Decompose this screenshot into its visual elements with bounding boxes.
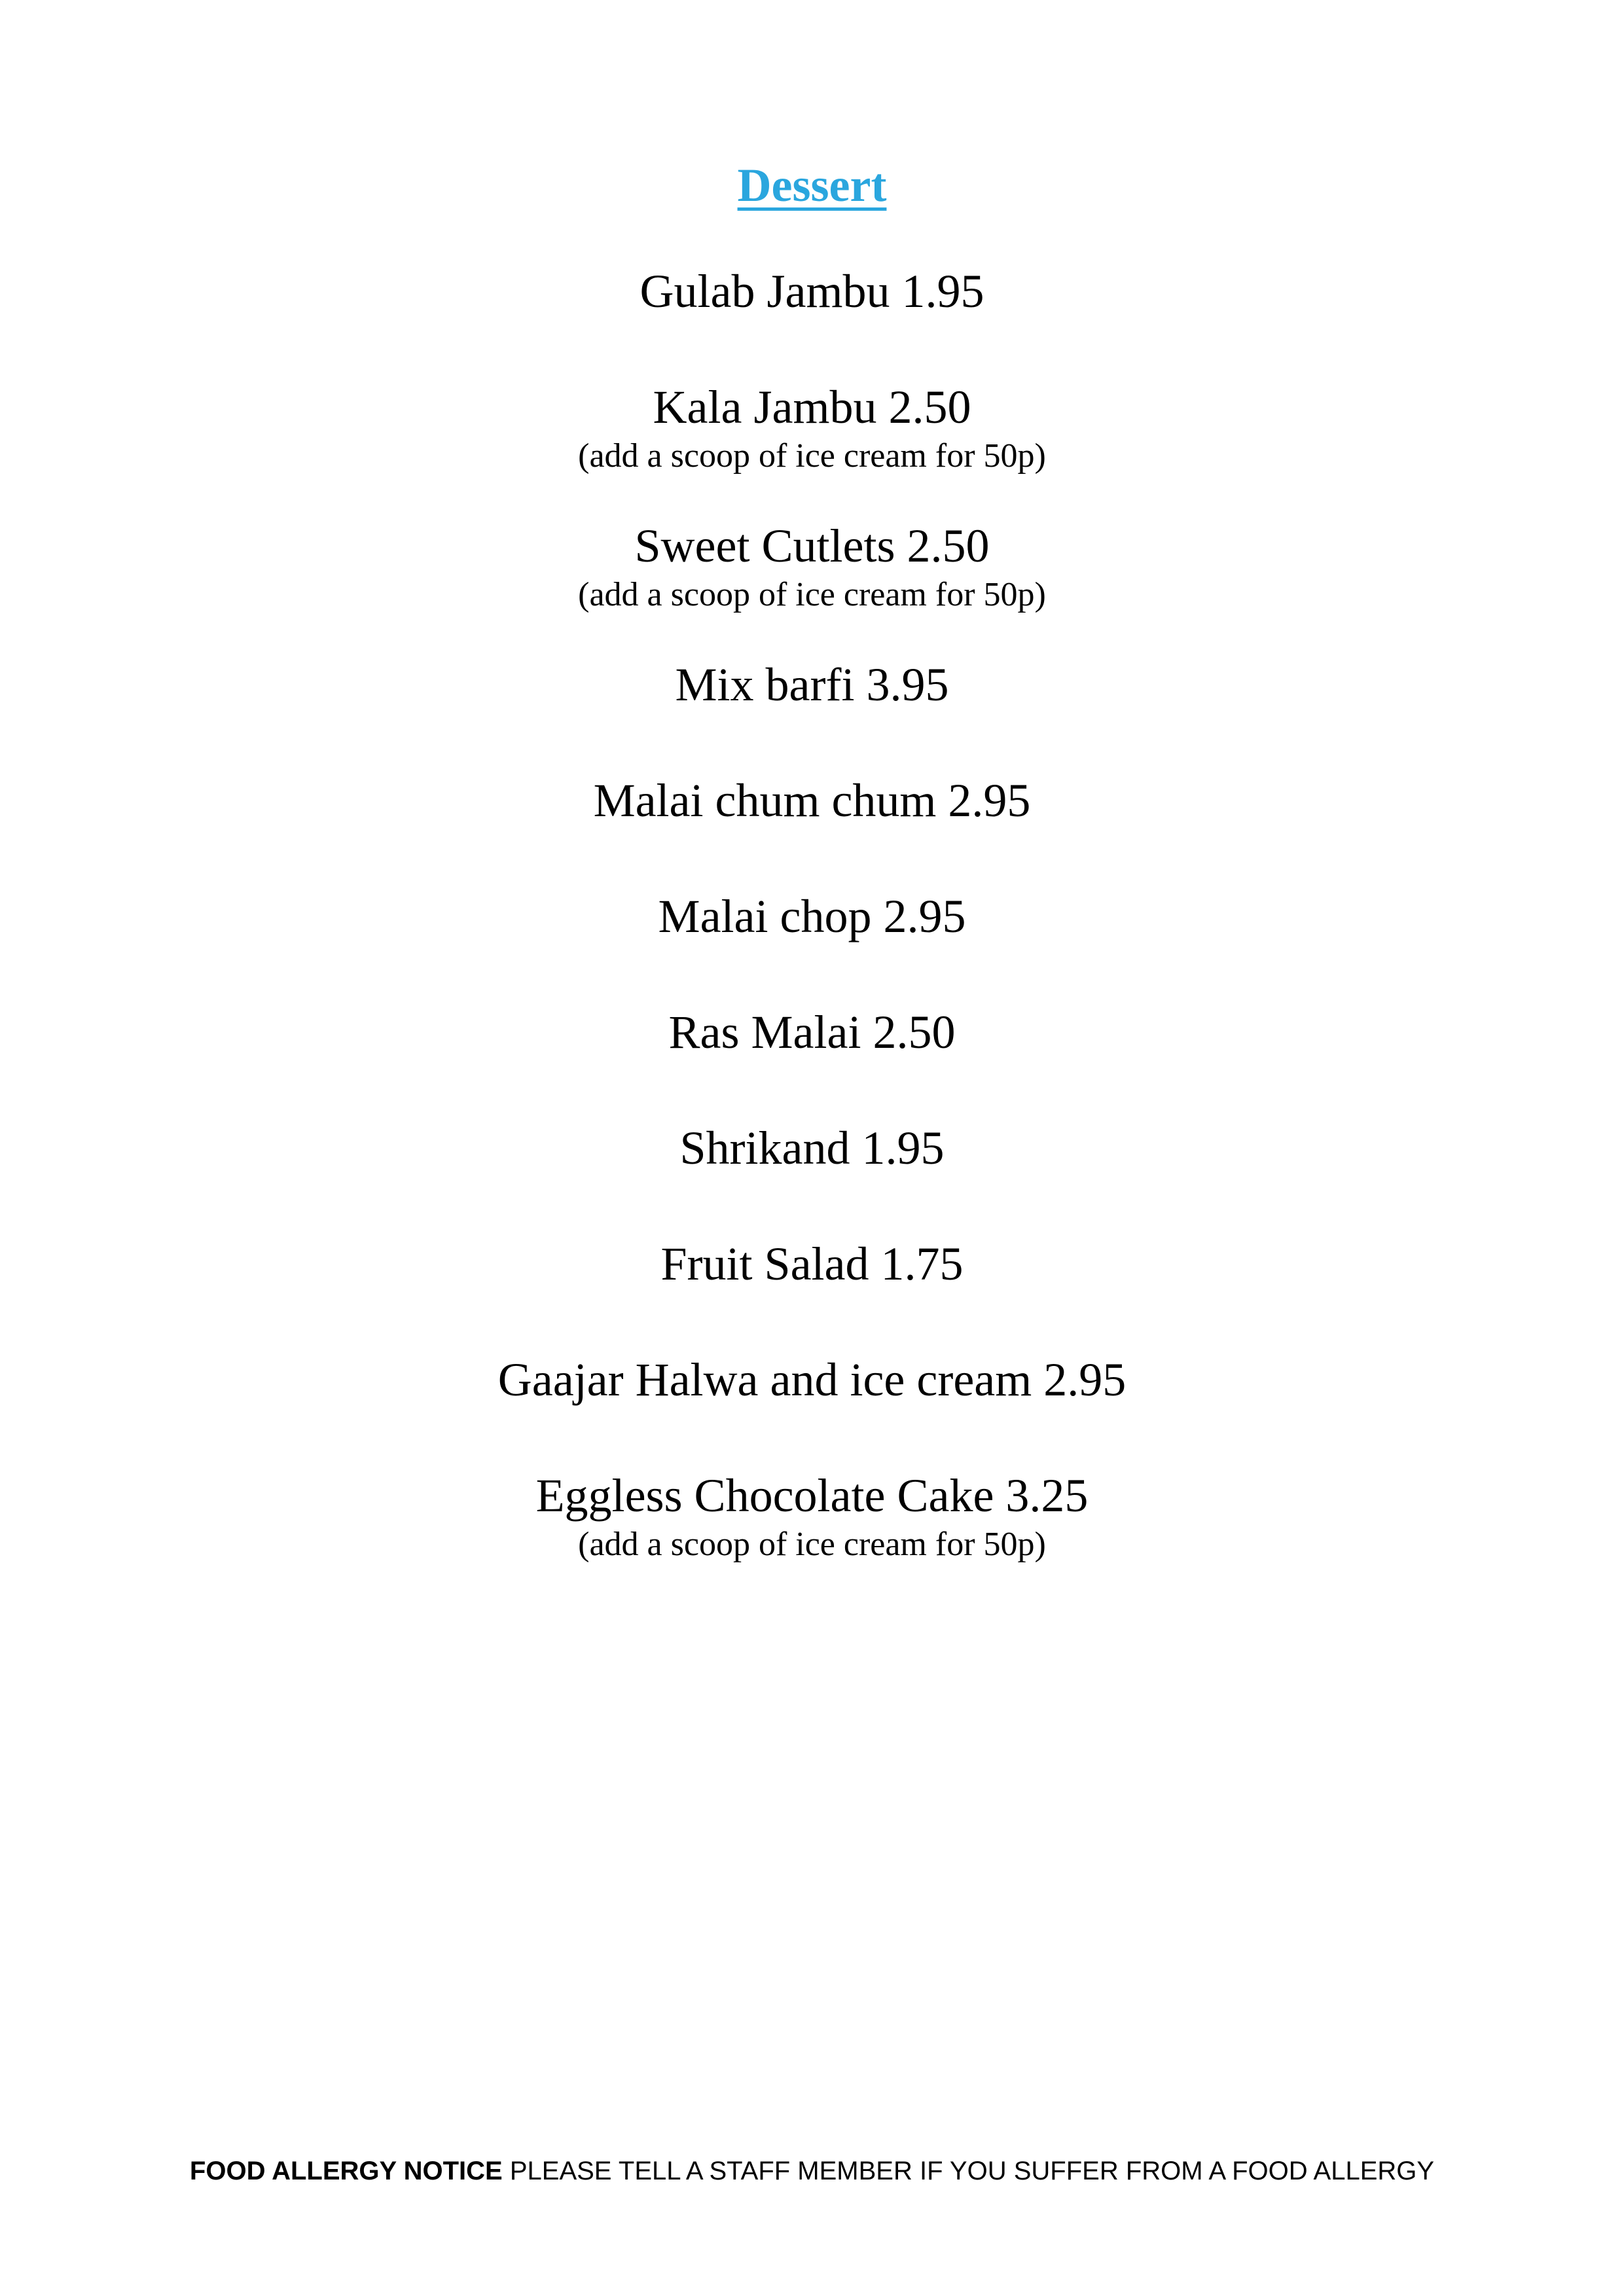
menu-item-text: Fruit Salad 1.75 (660, 1238, 964, 1290)
menu-item-text: Malai chum chum 2.95 (593, 774, 1031, 827)
menu-item (0, 1119, 1624, 1177)
menu-title: Dessert (737, 159, 887, 211)
menu-item (0, 262, 1624, 321)
menu-item (0, 1003, 1624, 1062)
menu-item-text: Kala Jambu 2.50 (653, 381, 971, 433)
spacer (0, 946, 1624, 1003)
menu-item-note: (add a scoop of ice cream for 50p) (578, 576, 1046, 613)
menu-item-text: Eggless Chocolate Cake 3.25 (535, 1469, 1089, 1522)
menu-item-note: (add a scoop of ice cream for 50p) (578, 437, 1046, 475)
menu-item-text: Shrikand 1.95 (679, 1122, 945, 1174)
menu-item-text: Mix barfi 3.95 (675, 658, 949, 711)
spacer (0, 1409, 1624, 1466)
title-wrapper (0, 149, 1624, 221)
menu-item (0, 771, 1624, 830)
menu-item (0, 1234, 1624, 1293)
menu-item (0, 378, 1624, 476)
dessert-menu (0, 149, 1624, 1564)
menu-item-text: Gulab Jambu 1.95 (640, 265, 984, 317)
menu-item-text: Sweet Cutlets 2.50 (634, 520, 990, 572)
spacer (0, 1062, 1624, 1119)
menu-item (0, 1350, 1624, 1409)
menu-item-text: Ras Malai 2.50 (668, 1006, 956, 1058)
menu-item-text: Malai chop 2.95 (658, 890, 966, 942)
spacer (0, 714, 1624, 771)
allergy-notice-text: PLEASE TELL A STAFF MEMBER IF YOU SUFFER FROM A FOOD ALLERGY (509, 2157, 1435, 2185)
menu-item (0, 1466, 1624, 1564)
spacer (0, 615, 1624, 655)
spacer (0, 1177, 1624, 1234)
allergy-notice (0, 2155, 1624, 2187)
menu-item-note: (add a scoop of ice cream for 50p) (578, 1526, 1046, 1563)
menu-item (0, 655, 1624, 714)
menu-item (0, 887, 1624, 946)
spacer (0, 321, 1624, 378)
spacer (0, 476, 1624, 516)
spacer (0, 830, 1624, 887)
spacer (0, 1293, 1624, 1350)
allergy-notice-heading: FOOD ALLERGY NOTICE (189, 2157, 503, 2185)
menu-item-text: Gaajar Halwa and ice cream 2.95 (497, 1354, 1127, 1406)
menu-item (0, 516, 1624, 615)
